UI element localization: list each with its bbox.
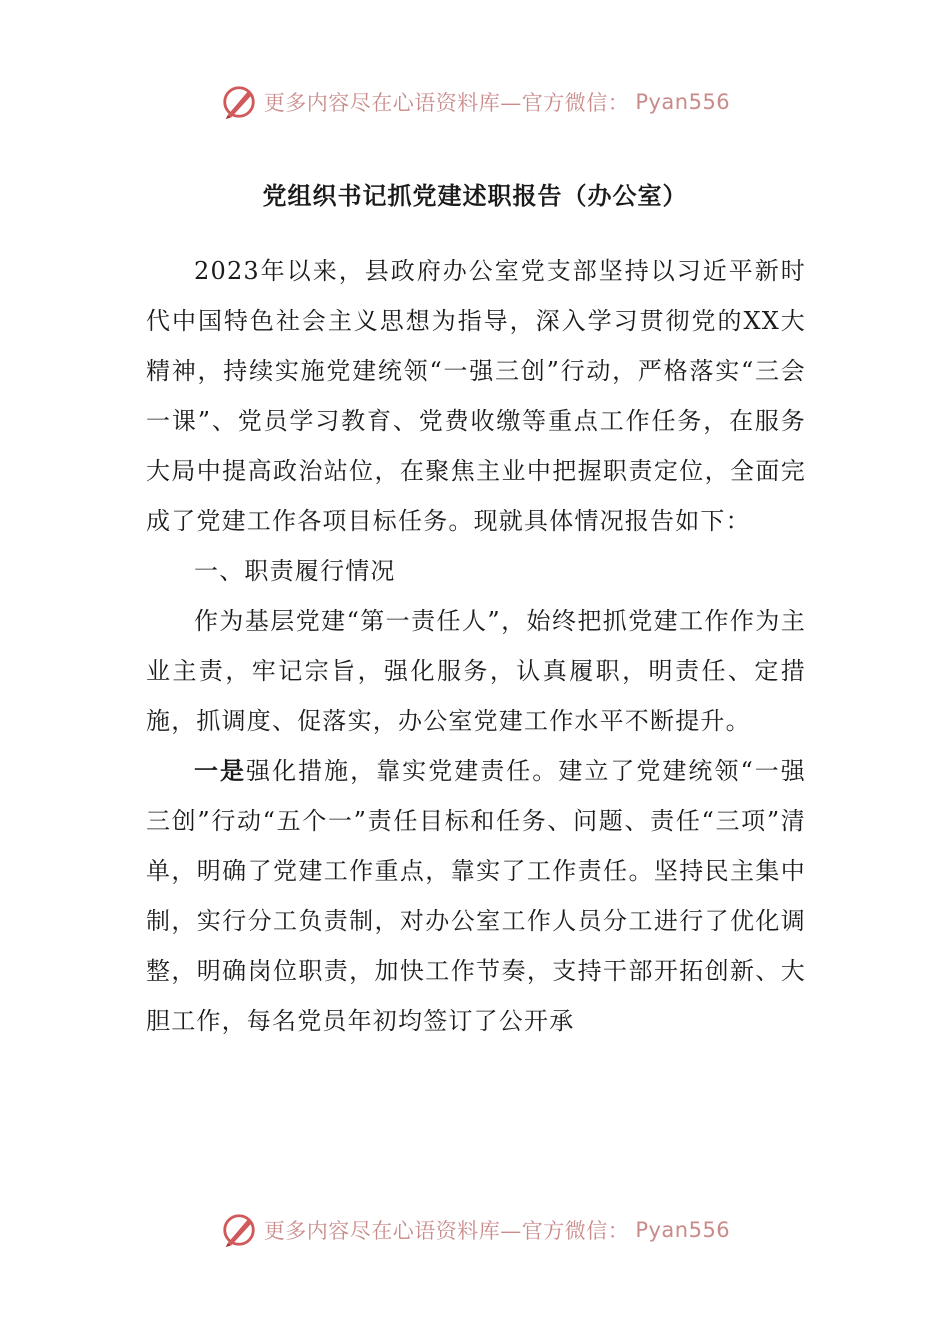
point-one-text: 强化措施，靠实党建责任。建立了党建统领“一强三创”行动“五个一”责任目标和任务、问题、责任“三项”清单，明确了党建工作重点，靠实了工作责任。坚持民主集中制，实行分工负责制，对办公室工作人员分工进行了优化调整，明确岗位职责，加快工作节奏，支持干部开拓创新、大胆工作，每名党员年初均签订了公开承 xyxy=(146,757,806,1035)
watermark-banner-top xyxy=(0,82,950,122)
watermark-text: 更多内容尽在心语资料库—官方微信： xyxy=(263,91,630,115)
watermark-text: 更多内容尽在心语资料库—官方微信： xyxy=(263,1219,630,1243)
watermark-banner-bottom xyxy=(0,1210,950,1250)
document-body xyxy=(146,246,806,1046)
point-one-lead: 一是 xyxy=(194,756,247,785)
watermark-wechat-id: Pyan556 xyxy=(635,1218,731,1242)
paragraph-intro: 2023年以来，县政府办公室党支部坚持以习近平新时代中国特色社会主义思想为指导，深入学习贯彻党的XX大精神，持续实施党建统领“一强三创”行动，严格落实“三会一课”、党员学习教育、党费收缴等重点工作任务，在服务大局中提高政治站位，在聚焦主业中把握职责定位，全面完成了党建工作各项目标任务。现就具体情况报告如下： xyxy=(146,257,806,535)
document-title: 党组织书记抓党建述职报告（办公室） xyxy=(262,181,688,210)
section-heading: 一、职责履行情况 xyxy=(194,557,396,585)
pen-logo-icon xyxy=(220,1211,258,1249)
pen-logo-icon xyxy=(220,83,258,121)
watermark-wechat-id: Pyan556 xyxy=(635,90,731,114)
paragraph-duty: 作为基层党建“第一责任人”，始终把抓党建工作作为主业主责，牢记宗旨，强化服务，认真履职，明责任、定措施，抓调度、促落实，办公室党建工作水平不断提升。 xyxy=(146,607,806,735)
paragraph-point-one xyxy=(146,746,806,1046)
